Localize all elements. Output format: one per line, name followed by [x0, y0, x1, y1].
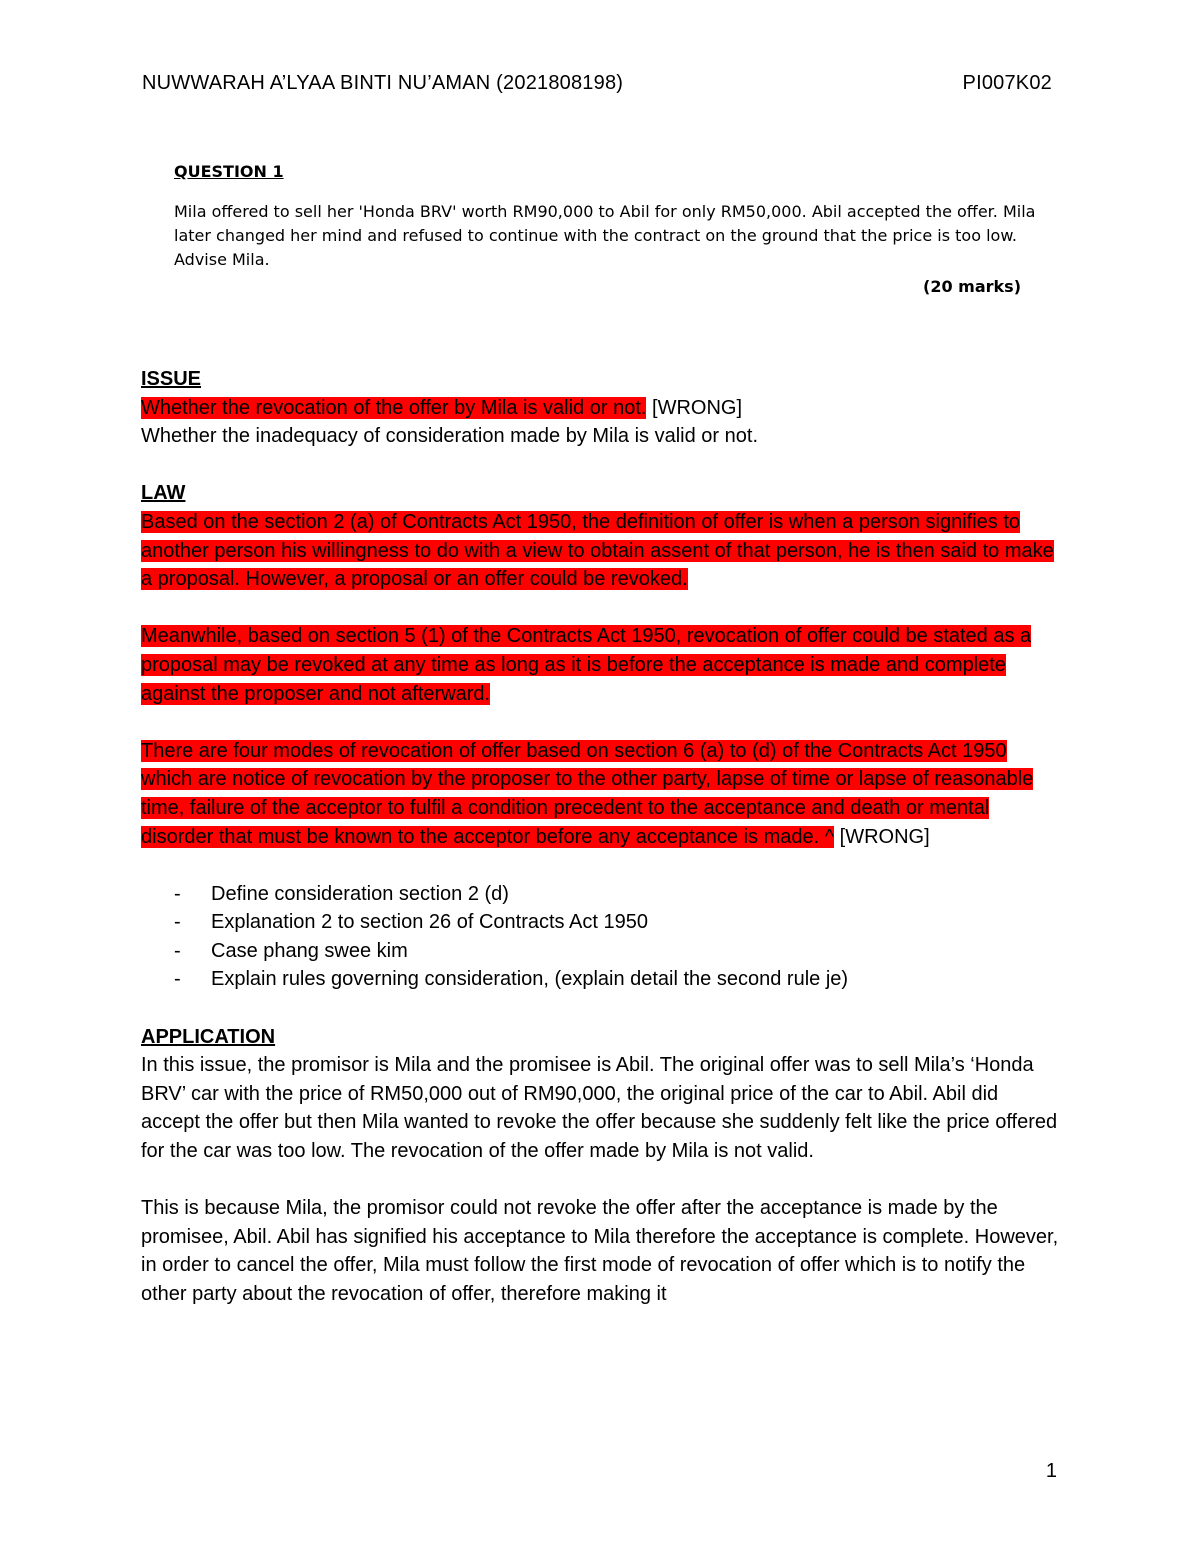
application-paragraph-2: This is because Mila, the promisor could not revoke the offer after the acceptance is made by the promisee, Abil. Abil has signified his acceptance to Mila therefore the acceptance is complete. However, in order to cancel the offer, Mila must follow the first mode of revocation of offer which is to notify the other party about the revocation of offer, therefore making it	[141, 1197, 1059, 1305]
issue-wrong-line	[141, 394, 1061, 423]
question-text: Mila offered to sell her 'Honda BRV' worth RM90,000 to Abil for only RM50,000. Abil accepted the offer. Mila later changed her mind and refused to continue with the contract on the ground that the price is too low. Advise Mila.	[174, 202, 1036, 269]
list-item: - Define consideration section 2 (d)	[141, 880, 1061, 909]
application-heading: APPLICATION	[141, 1025, 276, 1048]
course-code: PI007K02	[962, 72, 1052, 94]
law-paragraph-2: Meanwhile, based on section 5 (1) of the Contracts Act 1950, revocation of offer could be stated as a proposal may be revoked at any time as long as it is before the acceptance is made and complete against the proposer and not afterward.	[141, 625, 1032, 705]
law-paragraph-3: There are four modes of revocation of offer based on section 6 (a) to (d) of the Contracts Act 1950 which are notice of revocation by the proposer to the other party, lapse of time or lapse of reasonable time, failure of the acceptor to fulfil a condition precedent to the acceptance and death or mental disorder that must be known to the acceptor before any acceptance is made. ^ [WRONG]	[141, 739, 1034, 848]
application-paragraph-1: In this issue, the promisor is Mila and the promisee is Abil. The original offer was to sell Mila’s ‘Honda BRV’ car with the price of RM50,000 out of RM90,000, the original price of the car to Abil. Abil did accept the offer but then Mila wanted to revoke the offer because she suddenly felt like the price offered for the car was too low. The revocation of the offer made by Mila is not valid.	[141, 1054, 1058, 1163]
law-wrong-tag: [WRONG]	[834, 825, 930, 848]
list-item: - Explain rules governing consideration, (explain detail the second rule je)	[141, 965, 1061, 994]
issue-correct-line: Whether the inadequacy of consideration made by Mila is valid or not.	[141, 425, 759, 448]
question-title: QUESTION 1	[174, 162, 284, 181]
page-header	[142, 72, 1052, 95]
issue-wrong-text: Whether the revocation of the offer by Mila is valid or not.	[141, 396, 647, 419]
page-number: 1	[1045, 1460, 1057, 1482]
list-item: - Case phang swee kim	[141, 937, 1061, 966]
list-item: - Explanation 2 to section 26 of Contracts Act 1950	[141, 908, 1061, 937]
question-marks: (20 marks)	[923, 277, 1021, 296]
issue-heading: ISSUE	[141, 368, 202, 390]
law-paragraph-1: Based on the section 2 (a) of Contracts Act 1950, the definition of offer is when a person signifies to another person his willingness to do with a view to obtain assent of that person, he is then said to make a proposal. However, a proposal or an offer could be revoked.	[141, 510, 1054, 591]
answer-body	[141, 365, 1061, 1309]
author-name: NUWWARAH A’LYAA BINTI NU’AMAN (2021808198)	[142, 72, 624, 94]
issue-wrong-tag: [WRONG]	[646, 396, 742, 419]
law-heading: LAW	[141, 482, 186, 505]
question-block	[174, 160, 1054, 299]
law-bullet-list	[141, 880, 1061, 994]
